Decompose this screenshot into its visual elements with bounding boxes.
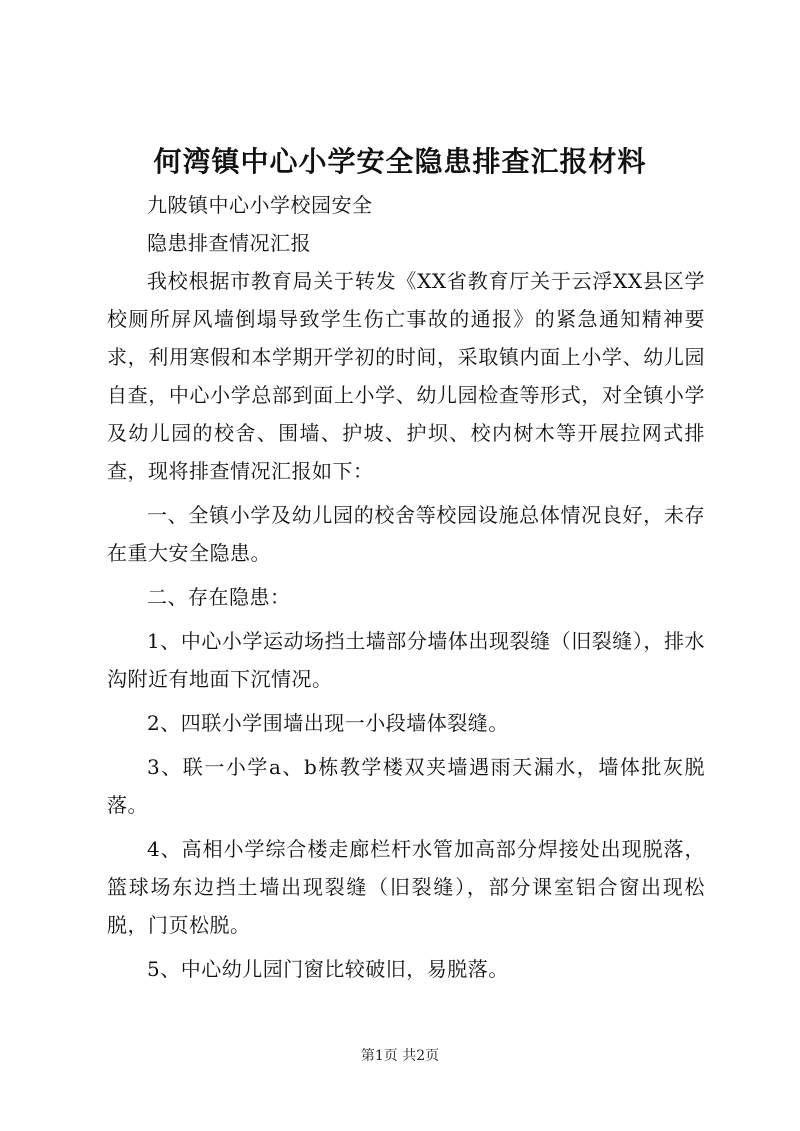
paragraph-hazard-1: 1、中心小学运动场挡土墙部分墙体出现裂缝（旧裂缝），排水沟附近有地面下沉情况。 — [107, 629, 705, 691]
paragraph-hazard-5: 5、中心幼儿园门窗比较破旧，易脱落。 — [147, 957, 509, 981]
paragraph-hazard-2: 2、四联小学围墙出现一小段墙体裂缝。 — [147, 711, 509, 735]
paragraph-school-name: 九陂镇中心小学校园安全 — [147, 193, 373, 217]
page-number-footer: 第1页 共2页 — [360, 1048, 440, 1064]
paragraph-hazard-3: 3、联一小学a、b栋教学楼双夹墙遇雨天漏水，墙体批灰脱落。 — [107, 755, 705, 817]
paragraph-hazards-heading: 二、存在隐患： — [147, 585, 291, 609]
paragraph-overall-status: 一、全镇小学及幼儿园的校舍等校园设施总体情况良好，未存在重大安全隐患。 — [107, 503, 705, 565]
paragraph-report-subtitle: 隐患排查情况汇报 — [147, 231, 311, 255]
document-body — [107, 186, 705, 988]
paragraph-hazard-4: 4、高相小学综合楼走廊栏杆水管加高部分焊接处出现脱落，篮球场东边挡土墙出现裂缝（旧裂缝），部分课室铝合窗出现松脱，门页松脱。 — [107, 837, 705, 937]
document-title: 何湾镇中心小学安全隐患排查汇报材料 — [153, 145, 647, 178]
paragraph-introduction: 我校根据市教育局关于转发《XX省教育厅关于云浮XX县区学校厕所屏风墙倒塌导致学生伤亡事故的通报》的紧急通知精神要求，利用寒假和本学期开学初的时间，采取镇内面上小学、幼儿园自查，中心小学总部到面上小学、幼儿园检查等形式，对全镇小学及幼儿园的校舍、围墙、护坡、护坝、校内树木等开展拉网式排查，现将排查情况汇报如下： — [107, 269, 705, 483]
